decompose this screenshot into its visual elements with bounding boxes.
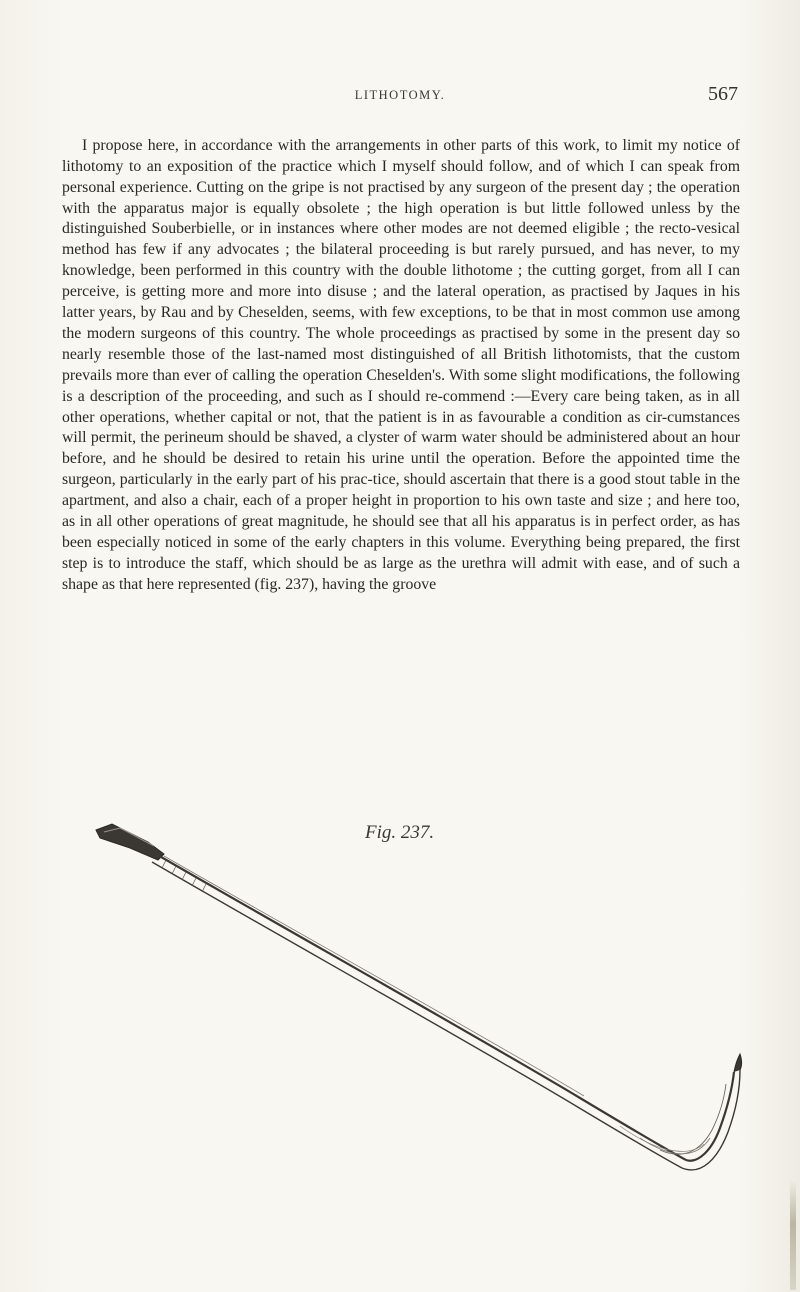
figure-237 xyxy=(60,808,750,1288)
running-head xyxy=(0,83,800,108)
page-number: 567 xyxy=(708,83,738,105)
running-title: LITHOTOMY. xyxy=(354,88,446,102)
page-edge-stain xyxy=(790,1180,796,1290)
body-paragraph: I propose here, in accordance with the arrangements in other parts of this work, to limit my notice of lithotomy to an exposition of the practice which I myself should follow, and of which I can speak from personal experience. Cutting on the gripe is not practised by any surgeon of the present day ; the operation with the apparatus major is equally obsolete ; the high operation is but little followed unless by the distinguished Souberbielle, or in instances where other modes are not deemed eligible ; the recto-vesical method has few if any advocates ; the bilateral proceeding is but rarely pursued, and has never, to my knowledge, been performed in this country with the double lithotome ; the cutting gorget, from all I can perceive, is getting more and more into disuse ; and the lateral operation, as practised by Jaques in his latter years, by Rau and by Cheselden, seems, with few exceptions, to be that in most common use among the modern surgeons of this country. The whole proceedings as practised by some in the present day so nearly resemble those of the last-named most distinguished of all British lithotomists, that the custom prevails more than ever of calling the operation Cheselden's. With some slight modifications, the following is a description of the proceeding, and such as I should re-commend :—Every care being taken, as in all other operations, whether capital or not, that the patient is in as favourable a condition as cir-cumstances will permit, the perineum should be shaved, a clyster of warm water should be administered about an hour before, and he should be desired to retain his urine until the operation. Before the appointed time the surgeon, particularly in the early part of his prac-tice, should ascertain that there is a good stout table in the apartment, and also a chair, each of a proper height in proportion to his own taste and size ; and here too, as in all other operations of great magnitude, he should see that all his apparatus is in perfect order, as has been especially noticed in some of the early chapters in this volume. Everything being prepared, the first step is to introduce the staff, which should be as large as the urethra will admit with ease, and of such a shape as that here represented (fig. 237), having the groove xyxy=(62,136,740,593)
lithotomy-staff-illustration xyxy=(60,808,750,1288)
figure-caption: Fig. 237. xyxy=(365,822,435,843)
